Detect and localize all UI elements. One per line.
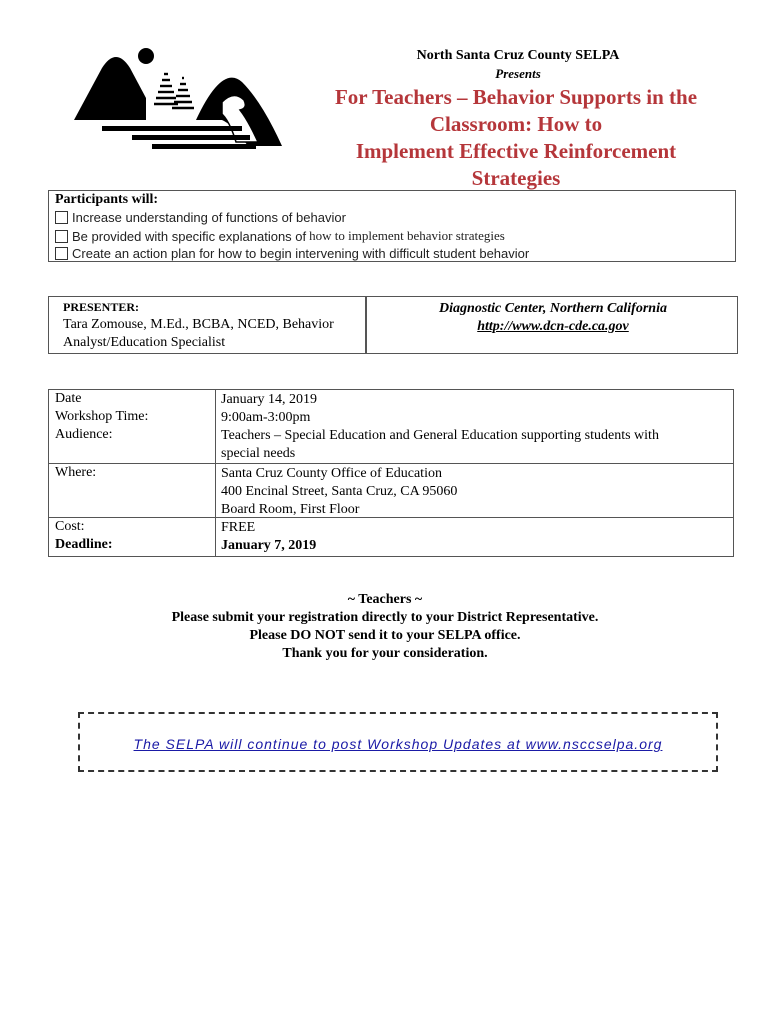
where-line: 400 Encinal Street, Santa Cruz, CA 95060 <box>221 484 458 499</box>
audience-value <box>221 427 721 463</box>
host-name: Diagnostic Center, Northern California <box>439 301 667 316</box>
title-line: Classroom: How to <box>429 112 603 136</box>
participant-goal-item[interactable] <box>55 228 505 244</box>
notice-line: Please submit your registration directly to your District Representative. <box>171 610 599 625</box>
checkbox-icon[interactable] <box>55 211 68 224</box>
date-label: Date <box>55 391 82 406</box>
where-value <box>221 465 721 519</box>
host-box <box>366 296 738 354</box>
presenter-box <box>48 296 366 354</box>
notice-heading: ~ Teachers ~ <box>347 592 423 607</box>
date-value: January 14, 2019 <box>221 392 318 407</box>
participant-goal-text: Increase understanding of functions of behavior <box>72 210 346 225</box>
selpa-logo <box>72 42 284 158</box>
where-line: Santa Cruz County Office of Education <box>221 466 442 481</box>
time-label: Workshop Time: <box>55 409 149 424</box>
checkbox-icon[interactable] <box>55 247 68 260</box>
mountain-left-icon <box>74 57 146 120</box>
title-line: Strategies <box>471 166 561 190</box>
participant-goal-tail: how to implement behavior strategies <box>309 228 505 243</box>
presents-label: Presents <box>495 66 541 81</box>
participant-goal-item[interactable] <box>55 246 529 261</box>
water-lines-icon <box>102 126 256 149</box>
title-line: Implement Effective Reinforcement <box>355 139 677 163</box>
presenter-name <box>63 316 363 352</box>
updates-box <box>78 712 718 772</box>
presenter-title-line: Analyst/Education Specialist <box>63 335 226 350</box>
where-label: Where: <box>55 465 97 480</box>
participants-heading: Participants will: <box>55 192 159 207</box>
sun-icon <box>138 48 154 64</box>
trees-icon <box>154 74 194 108</box>
presenter-name-line: Tara Zomouse, M.Ed., BCBA, NCED, Behavior <box>63 317 334 332</box>
org-name: North Santa Cruz County SELPA <box>416 48 620 63</box>
column-divider <box>215 390 216 556</box>
participant-goal-item[interactable] <box>55 210 346 225</box>
notice-line: Please DO NOT send it to your SELPA office. <box>249 628 521 643</box>
host-url-link[interactable]: http://www.dcn-cde.ca.gov <box>477 319 629 334</box>
participant-goal-text: Be provided with specific explanations of <box>72 228 307 244</box>
title-line: For Teachers – Behavior Supports in the <box>334 85 698 109</box>
audience-line: Teachers – Special Education and General Education supporting students with <box>221 428 659 443</box>
participant-goal-text: Create an action plan for how to begin intervening with difficult student behavior <box>72 246 530 261</box>
checkbox-icon[interactable] <box>55 230 68 243</box>
cost-value: FREE <box>221 520 256 535</box>
time-value: 9:00am-3:00pm <box>221 410 311 425</box>
deadline-label: Deadline: <box>55 537 113 552</box>
audience-label: Audience: <box>55 427 113 442</box>
updates-link[interactable]: The SELPA will continue to post Workshop Updates at www.nsccselpa.org <box>133 736 663 752</box>
deadline-value: January 7, 2019 <box>221 538 317 553</box>
cost-label: Cost: <box>55 519 85 534</box>
participants-box <box>48 190 736 262</box>
notice-line: Thank you for your consideration. <box>282 646 488 661</box>
presenter-label: PRESENTER: <box>63 300 140 314</box>
audience-line: special needs <box>221 446 296 461</box>
workshop-details-table <box>48 389 734 557</box>
workshop-title <box>296 84 736 192</box>
row-divider <box>49 463 733 464</box>
where-line: Board Room, First Floor <box>221 502 360 517</box>
